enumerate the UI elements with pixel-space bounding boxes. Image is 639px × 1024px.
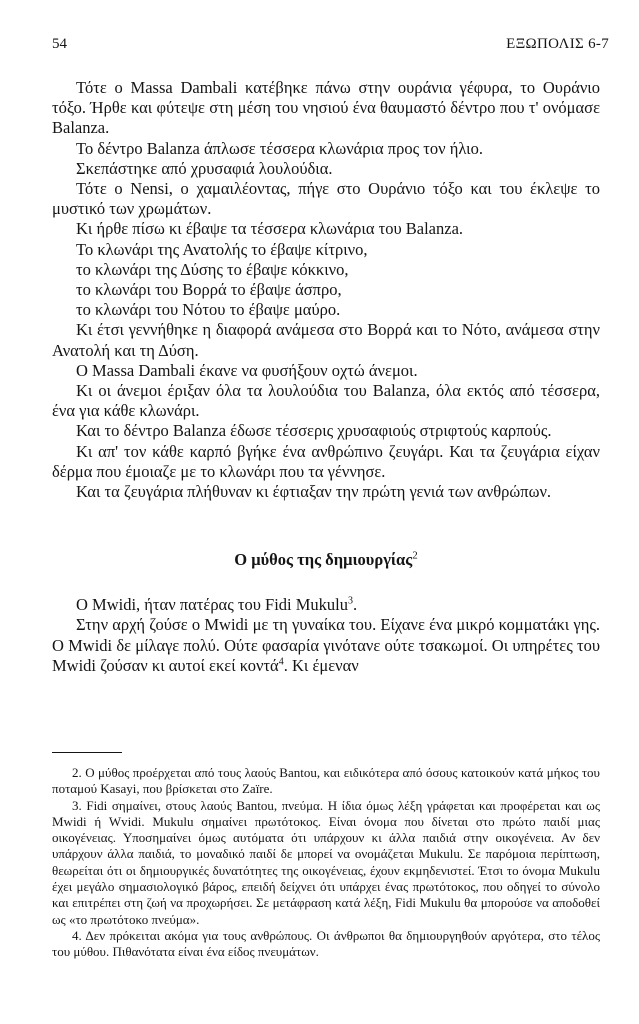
paragraph: το κλωνάρι του Νότου το έβαψε μαύρο.: [76, 300, 341, 320]
paragraph: Και τα ζευγάρια πλήθυναν κι έφτιαξαν την πρώτη γενιά των ανθρώπων.: [76, 482, 552, 502]
paragraph: [52, 595, 600, 615]
paragraph: Κι απ' τον κάθε καρπό βγήκε ένα ανθρώπινο ζευγάρι. Και τα ζευγάρια είχαν δέρμα που έμοιαζε με το κλωνάρι που τα γέννησε.: [52, 441, 600, 481]
paragraph: Το δέντρο Balanza άπλωσε τέσσερα κλωνάρια προς τον ήλιο.: [76, 138, 483, 158]
paragraph: το κλωνάρι της Δύσης το έβαψε κόκκινο,: [76, 259, 349, 279]
running-header: ΕΞΩΠΟΛΙΣ 6-7: [506, 36, 609, 52]
footnote: 3. Fidi σημαίνει, στους λαούς Bantou, πνεύμα. Η ίδια όμως λέξη γράφεται και προφέρεται και ως Mwidi ή Wvidi. Mukulu σημαίνει πρωτότοκος. Είναι όνομα που δίνεται στο πρώτο παιδί μιας οικογένειας. Υποσημαίνει όμως αυτόματα ότι υπάρχουν κι άλλα παιδιά στην οικογένεια. Αν δεν υπάρχουν άλλα παιδιά, το μοναδικό παιδί δε μπορεί να ονομάζεται Mukulu. Σε παρόμοια περίπτωση, θεωρείται ότι οι δημιουργικές δυνατότητες της οικογένειας, έχουν εκμηδενιστεί. Έτσι το όνομα Mukulu έχει μεγάλο σημασιολογικό βάρος, επειδή δείχνει ότι υπάρχει ένας πρωτότοκος, που οδηγεί το σύνολο και επιτρέπει στη ζωή να προχωρήσει. Σε μετάφραση κατά λέξη, Fidi Mukulu θα μπορούσε να αποδοθεί ως «το πρωτότοκο πνεύμα».: [52, 797, 600, 927]
paragraph: Κι οι άνεμοι έριξαν όλα τα λουλούδια του Balanza, όλα εκτός από τέσσερα, ένα για κάθε κλωνάρι.: [52, 381, 600, 421]
footnote-ref: 3: [348, 595, 354, 607]
paragraph: Σκεπάστηκε από χρυσαφιά λουλούδια.: [76, 158, 333, 178]
main-text: [52, 78, 600, 676]
paragraph-text: .: [353, 595, 358, 615]
paragraph: Και το δέντρο Balanza έδωσε τέσσερις χρυσαφιούς στριφτούς καρπούς.: [76, 421, 552, 441]
paragraph-text: Στην αρχή ζούσε ο Mwidi με τη γυναίκα του. Είχανε ένα μικρό κομματάκι γης. Ο Mwidi δε μίλαγε πολύ. Ούτε φασαρία γινότανε ούτε τσακωμοί. Οι υπηρέτες του Mwidi ζούσαν κι αυτοί εκεί κοντά: [52, 615, 600, 675]
paragraph: το κλωνάρι του Βορρά το έβαψε άσπρο,: [76, 280, 342, 300]
paragraph-text: Ο Mwidi, ήταν πατέρας του Fidi Mukulu: [76, 595, 349, 615]
footnote-ref: 4: [278, 656, 284, 668]
footnotes: [52, 765, 600, 961]
paragraph: Τότε ο Massa Dambali κατέβηκε πάνω στην ουράνια γέφυρα, το Ουράνιο τόξο. Ήρθε και φύτεψε στη μέση του νησιού ένα θαυμαστό δέντρο που τ' ονόμασε Balanza.: [52, 78, 600, 138]
paragraph: [52, 615, 600, 676]
footnote: 2. Ο μύθος προέρχεται από τους λαούς Bantou, και ειδικότερα από όσους κατοικούν κατά μήκος του ποταμού Kasayi, που βρίσκεται στο Zaïre.: [52, 765, 600, 797]
paragraph-text: . Κι έμεναν: [283, 655, 359, 675]
paragraph: Ο Massa Dambali έκανε να φυσήξουν οχτώ άνεμοι.: [76, 360, 418, 380]
footnote-ref: 2: [412, 549, 418, 562]
paragraph: Κι ήρθε πίσω κι έβαψε τα τέσσερα κλωνάρια του Balanza.: [76, 219, 464, 239]
paragraph: Τότε ο Nensi, ο χαμαιλέοντας, πήγε στο Ουράνιο τόξο και του έκλεψε το μυστικό των χρωμάτων.: [52, 179, 600, 219]
section-heading-text: Ο μύθος της δημιουργίας: [234, 550, 413, 570]
paragraph: Κι έτσι γεννήθηκε η διαφορά ανάμεσα στο Βορρά και το Νότο, ανάμεσα στην Ανατολή και τη Δύση.: [52, 320, 600, 360]
footnote-divider: [52, 752, 122, 753]
page-number: 54: [52, 36, 67, 52]
section-heading: [52, 550, 600, 570]
paragraph: Το κλωνάρι της Ανατολής το έβαψε κίτρινο,: [76, 239, 368, 259]
footnote: 4. Δεν πρόκειται ακόμα για τους ανθρώπους. Οι άνθρωποι θα δημιουργηθούν αργότερα, στο τέλος του μύθου. Πιθανότατα είναι ένα είδος πνευμάτων.: [52, 927, 600, 960]
